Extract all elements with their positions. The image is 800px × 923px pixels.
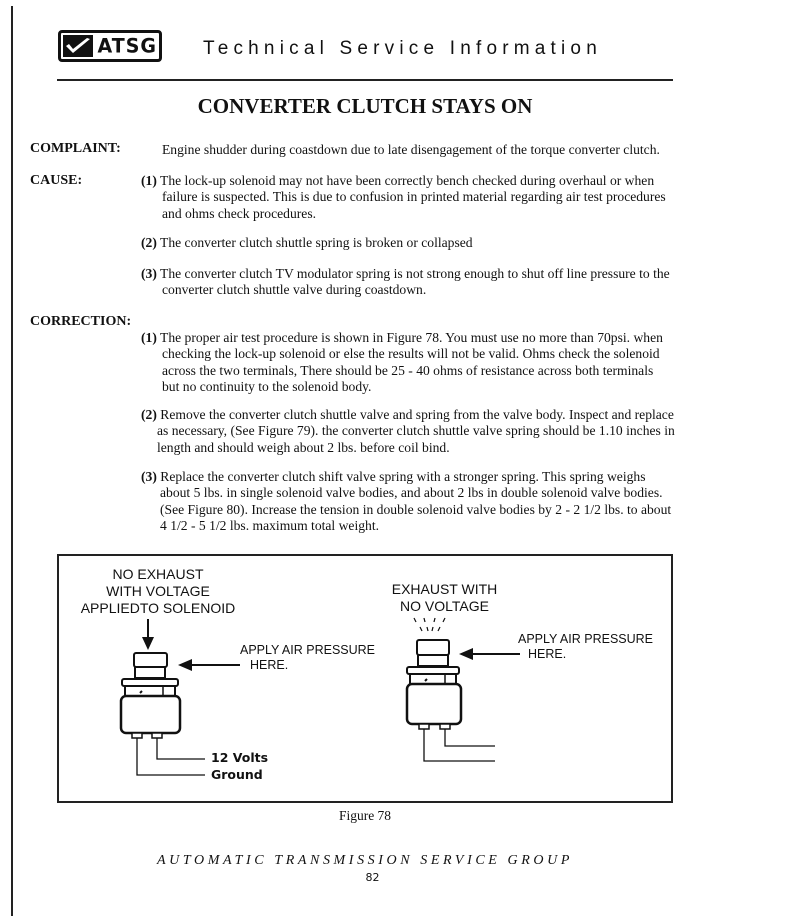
item-text: The converter clutch shuttle spring is broken or collapsed — [160, 235, 473, 250]
item-text: across the two terminals, There should be 25 - 40 ohms of resistance across both terminals — [162, 362, 654, 378]
item-number: (3) — [141, 266, 157, 281]
air-label-line: APPLY AIR PRESSURE — [518, 632, 654, 646]
figure-caption: Figure 78 — [338, 808, 392, 823]
item-number: (2) — [141, 235, 157, 250]
item-text: 4 1/2 - 5 1/2 lbs. maximum total weight. — [160, 517, 379, 533]
label-ground: Ground — [211, 767, 263, 782]
complaint-text: Engine shudder during coastdown due to late disengagement of the torque converter clutch. — [162, 142, 660, 157]
item-number: (1) — [141, 330, 157, 345]
item-text: and ohms check procedures. — [162, 205, 317, 221]
item-text: length and should weigh about 2 lbs. before coil bind. — [157, 439, 450, 455]
left-heading-line: NO EXHAUST — [112, 566, 204, 582]
header-title: Technical Service Information — [203, 38, 602, 59]
item-text: (See Figure 80). Increase the tension in double solenoid valve bodies by 2 - 2 1/2 lbs. to about — [160, 501, 672, 517]
right-heading — [372, 581, 517, 615]
item-number: (2) — [141, 407, 157, 422]
correction-label: CORRECTION: — [30, 314, 132, 329]
label-12-volts: 12 Volts — [211, 750, 269, 765]
document-title: CONVERTER CLUTCH STAYS ON — [197, 94, 533, 118]
left-heading-line: WITH VOLTAGE — [106, 583, 210, 599]
right-heading-line: EXHAUST WITH — [391, 581, 498, 597]
right-heading-line: NO VOLTAGE — [400, 598, 489, 614]
logo-text: ATSG — [97, 33, 157, 58]
item-text: The converter clutch TV modulator spring is not strong enough to shut off line pressure to the — [160, 266, 670, 281]
cause-label: CAUSE: — [30, 173, 83, 188]
item-text: but no continuity to the solenoid body. — [162, 378, 372, 394]
item-text: Remove the converter clutch shuttle valve and spring from the valve body. Inspect and replace — [160, 407, 674, 422]
left-heading-line: APPLIEDTO SOLENOID — [80, 600, 236, 616]
item-text: checking the lock-up solenoid or else the results will not be valid. Ohms check the solenoid — [162, 346, 660, 362]
item-text: failure is suspected. This is due to confusion in printed material regarding air test procedures — [162, 189, 666, 205]
air-label-line: APPLY AIR PRESSURE — [240, 643, 376, 657]
item-number: (1) — [141, 173, 157, 188]
item-text: The proper air test procedure is shown in Figure 78. You must use no more than 70psi. when — [160, 330, 663, 345]
item-text: about 5 lbs. in single solenoid valve bodies, and about 2 lbs in double solenoid valve bodies. — [160, 485, 663, 501]
item-text: Replace the converter clutch shift valve spring with a stronger spring. This spring weighs — [160, 469, 646, 484]
air-label-line: HERE. — [528, 647, 567, 661]
item-text: converter clutch shuttle valve during coastdown. — [162, 282, 427, 298]
item-number: (3) — [141, 469, 157, 484]
item-text: as necessary, (See Figure 79). the converter clutch shuttle valve spring should be 1.10 inches in — [157, 423, 675, 439]
footer-org: AUTOMATIC TRANSMISSION SERVICE GROUP — [157, 853, 573, 868]
item-text: The lock-up solenoid may not have been correctly bench checked during overhaul or when — [160, 173, 655, 188]
complaint-label: COMPLAINT: — [30, 141, 121, 156]
right-air-label — [518, 632, 653, 662]
air-label-line: HERE. — [250, 658, 289, 672]
page-number: 82 — [365, 871, 380, 884]
